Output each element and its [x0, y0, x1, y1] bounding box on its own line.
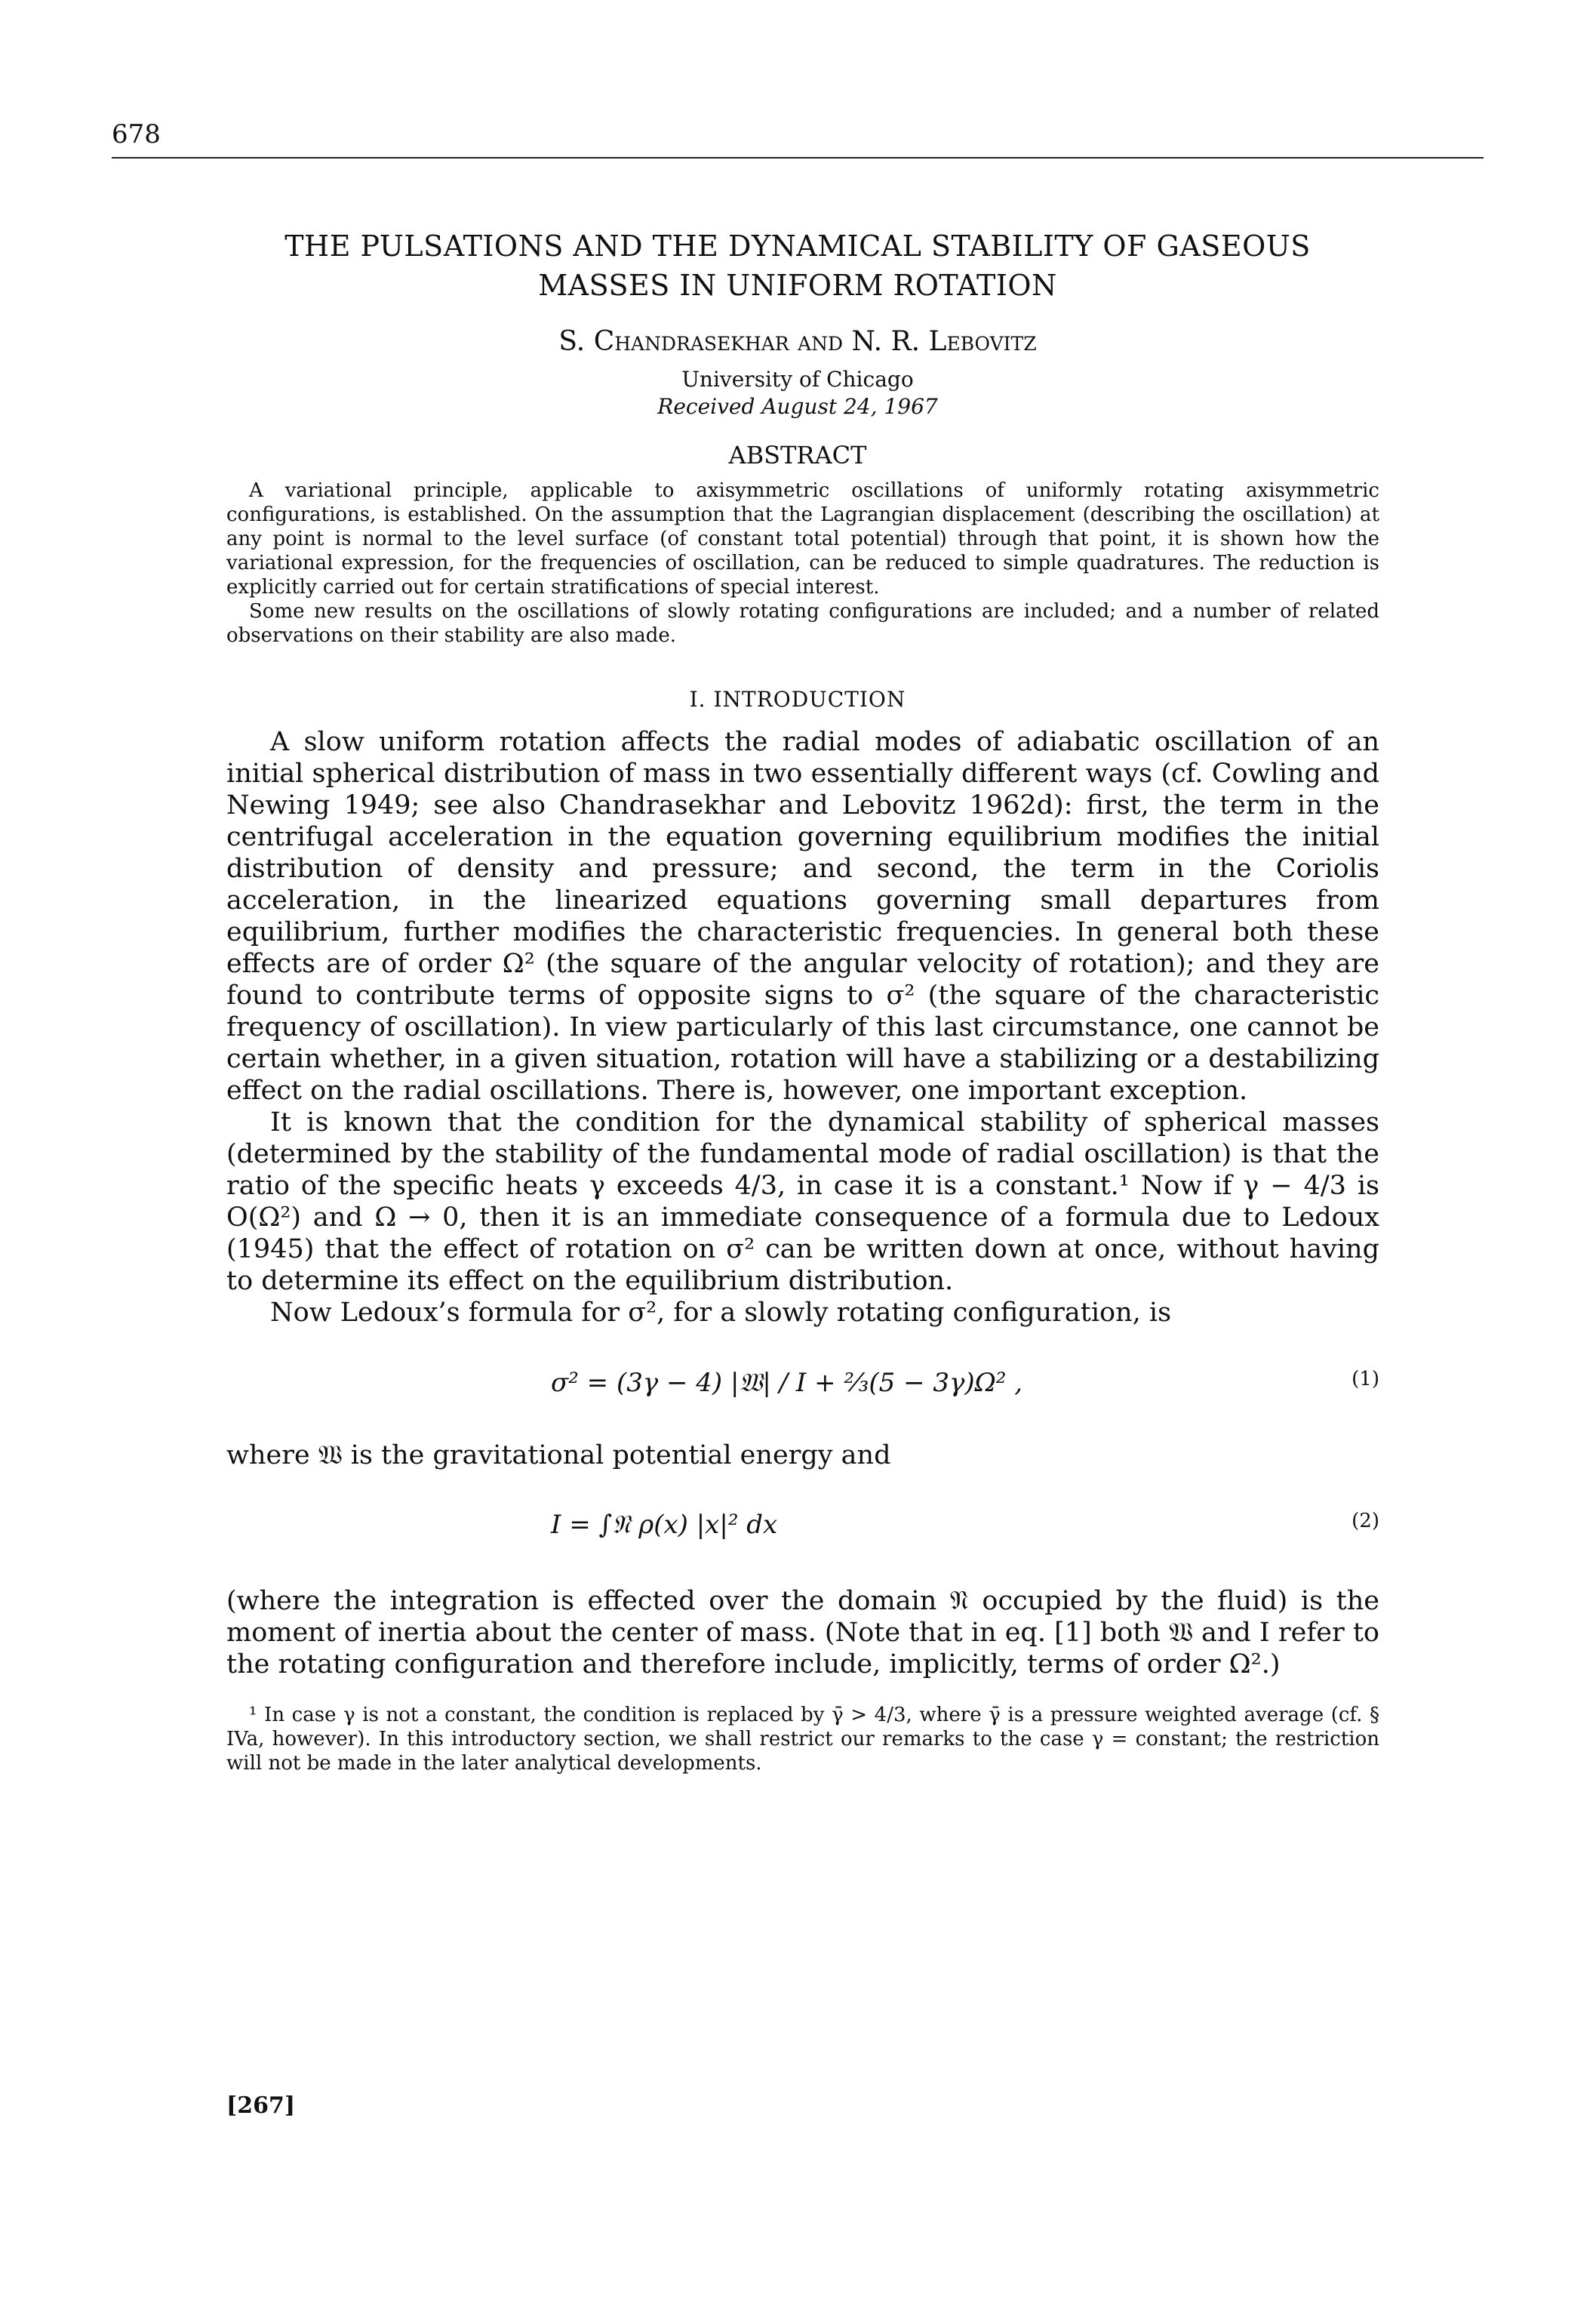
footnote-text: ¹ In case γ is not a constant, the condition is replaced by γ̄ > 4/3, where γ̄ is a pressure weighted average (cf. § IVa, however). In this introductory section, we shall restrict our remarks to the case γ = constant; the restriction will not be made in the later analytical developments.: [226, 1704, 1379, 1775]
body-paragraph-2: It is known that the condition for the dynamical stability of spherical masses (determined by the stability of the fundamental mode of radial oscillation) is that the ratio of the specific heats γ exceeds 4/3, in case it is a constant.¹ Now if γ − 4/3 is O(Ω²) and Ω → 0, then it is an immediate consequence of a formula due to Ledoux (1945) that the effect of rotation on σ² can be written down at once, without having to determine its effect on the equilibrium distribution.: [226, 1107, 1379, 1296]
abstract: [226, 479, 1379, 648]
footnote: [226, 1703, 1379, 1775]
body-text: [226, 726, 1379, 1329]
abstract-paragraph-2: Some new results on the oscillations of slowly rotating configurations are included; and a number of related observations on their stability are also made.: [226, 600, 1379, 647]
post-equation-text: [226, 1585, 1379, 1680]
section-heading: I. INTRODUCTION: [689, 687, 906, 712]
article-title: [151, 226, 1444, 305]
page-number: 678: [112, 119, 161, 149]
body-paragraph-3: Now Ledoux’s formula for σ², for a slowly rotating configuration, is: [270, 1298, 1172, 1328]
equation-2-expression: I = ∫𝔑 ρ(x) |x|² dx: [551, 1510, 778, 1540]
affiliation: University of Chicago: [681, 367, 914, 392]
body-paragraph-4: (where the integration is effected over the domain 𝔑 occupied by the fluid) is the moment of inertia about the center of mass. (Note that in eq. [1] both 𝔚 and I refer to the rotating configuration and therefore include, implicitly, terms of order Ω².): [226, 1586, 1379, 1680]
equation-2: [226, 1510, 1379, 1570]
equation-1-number: (1): [1352, 1368, 1379, 1390]
header-rule: [112, 157, 1484, 159]
equation-1-expression: σ² = (3γ − 4) |𝔚| / I + ⅔(5 − 3γ)Ω² ,: [551, 1368, 1023, 1398]
title-line-2: MASSES IN UNIFORM ROTATION: [538, 269, 1057, 302]
body-paragraph-1: A slow uniform rotation affects the radial modes of adiabatic oscillation of an initial spherical distribution of mass in two essentially different ways (cf. Cowling and Newing 1949; see also Chandrasekhar and Lebovitz 1962d): first, the term in the centrifugal acceleration in the equation governing equilibrium modifies the initial distribution of density and pressure; and second, the term in the Coriolis acceleration, in the linearized equations governing small departures from equilibrium, further modifies the characteristic frequencies. In general both these effects are of order Ω² (the square of the angular velocity of rotation); and they are found to contribute terms of opposite signs to σ² (the square of the characteristic frequency of oscillation). In view particularly of this last circumstance, one cannot be certain whether, in a given situation, rotation will have a stabilizing or a destabilizing effect on the radial oscillations. There is, however, one important exception.: [226, 727, 1380, 1106]
title-line-1: THE PULSATIONS AND THE DYNAMICAL STABILITY OF GASEOUS: [284, 229, 1311, 263]
where-line: where 𝔚 is the gravitational potential energy and: [226, 1440, 891, 1470]
abstract-paragraph-1: A variational principle, applicable to axisymmetric oscillations of uniformly rotating axisymmetric configurations, is established. On the assumption that the Lagrangian displacement (describing the oscillation) at any point is normal to the level surface (of constant total potential) through that point, it is shown how the variational expression, for the frequencies of oscillation, can be reduced to simple quadratures. The reduction is explicitly carried out for certain stratifications of special interest.: [226, 479, 1379, 599]
equation-1: [226, 1368, 1379, 1413]
authors: S. Chandrasekhar and N. R. Lebovitz: [558, 326, 1037, 357]
abstract-heading: ABSTRACT: [728, 441, 867, 470]
received-date: Received August 24, 1967: [657, 394, 938, 419]
page-id: [267]: [226, 2092, 296, 2119]
equation-2-number: (2): [1352, 1510, 1379, 1532]
